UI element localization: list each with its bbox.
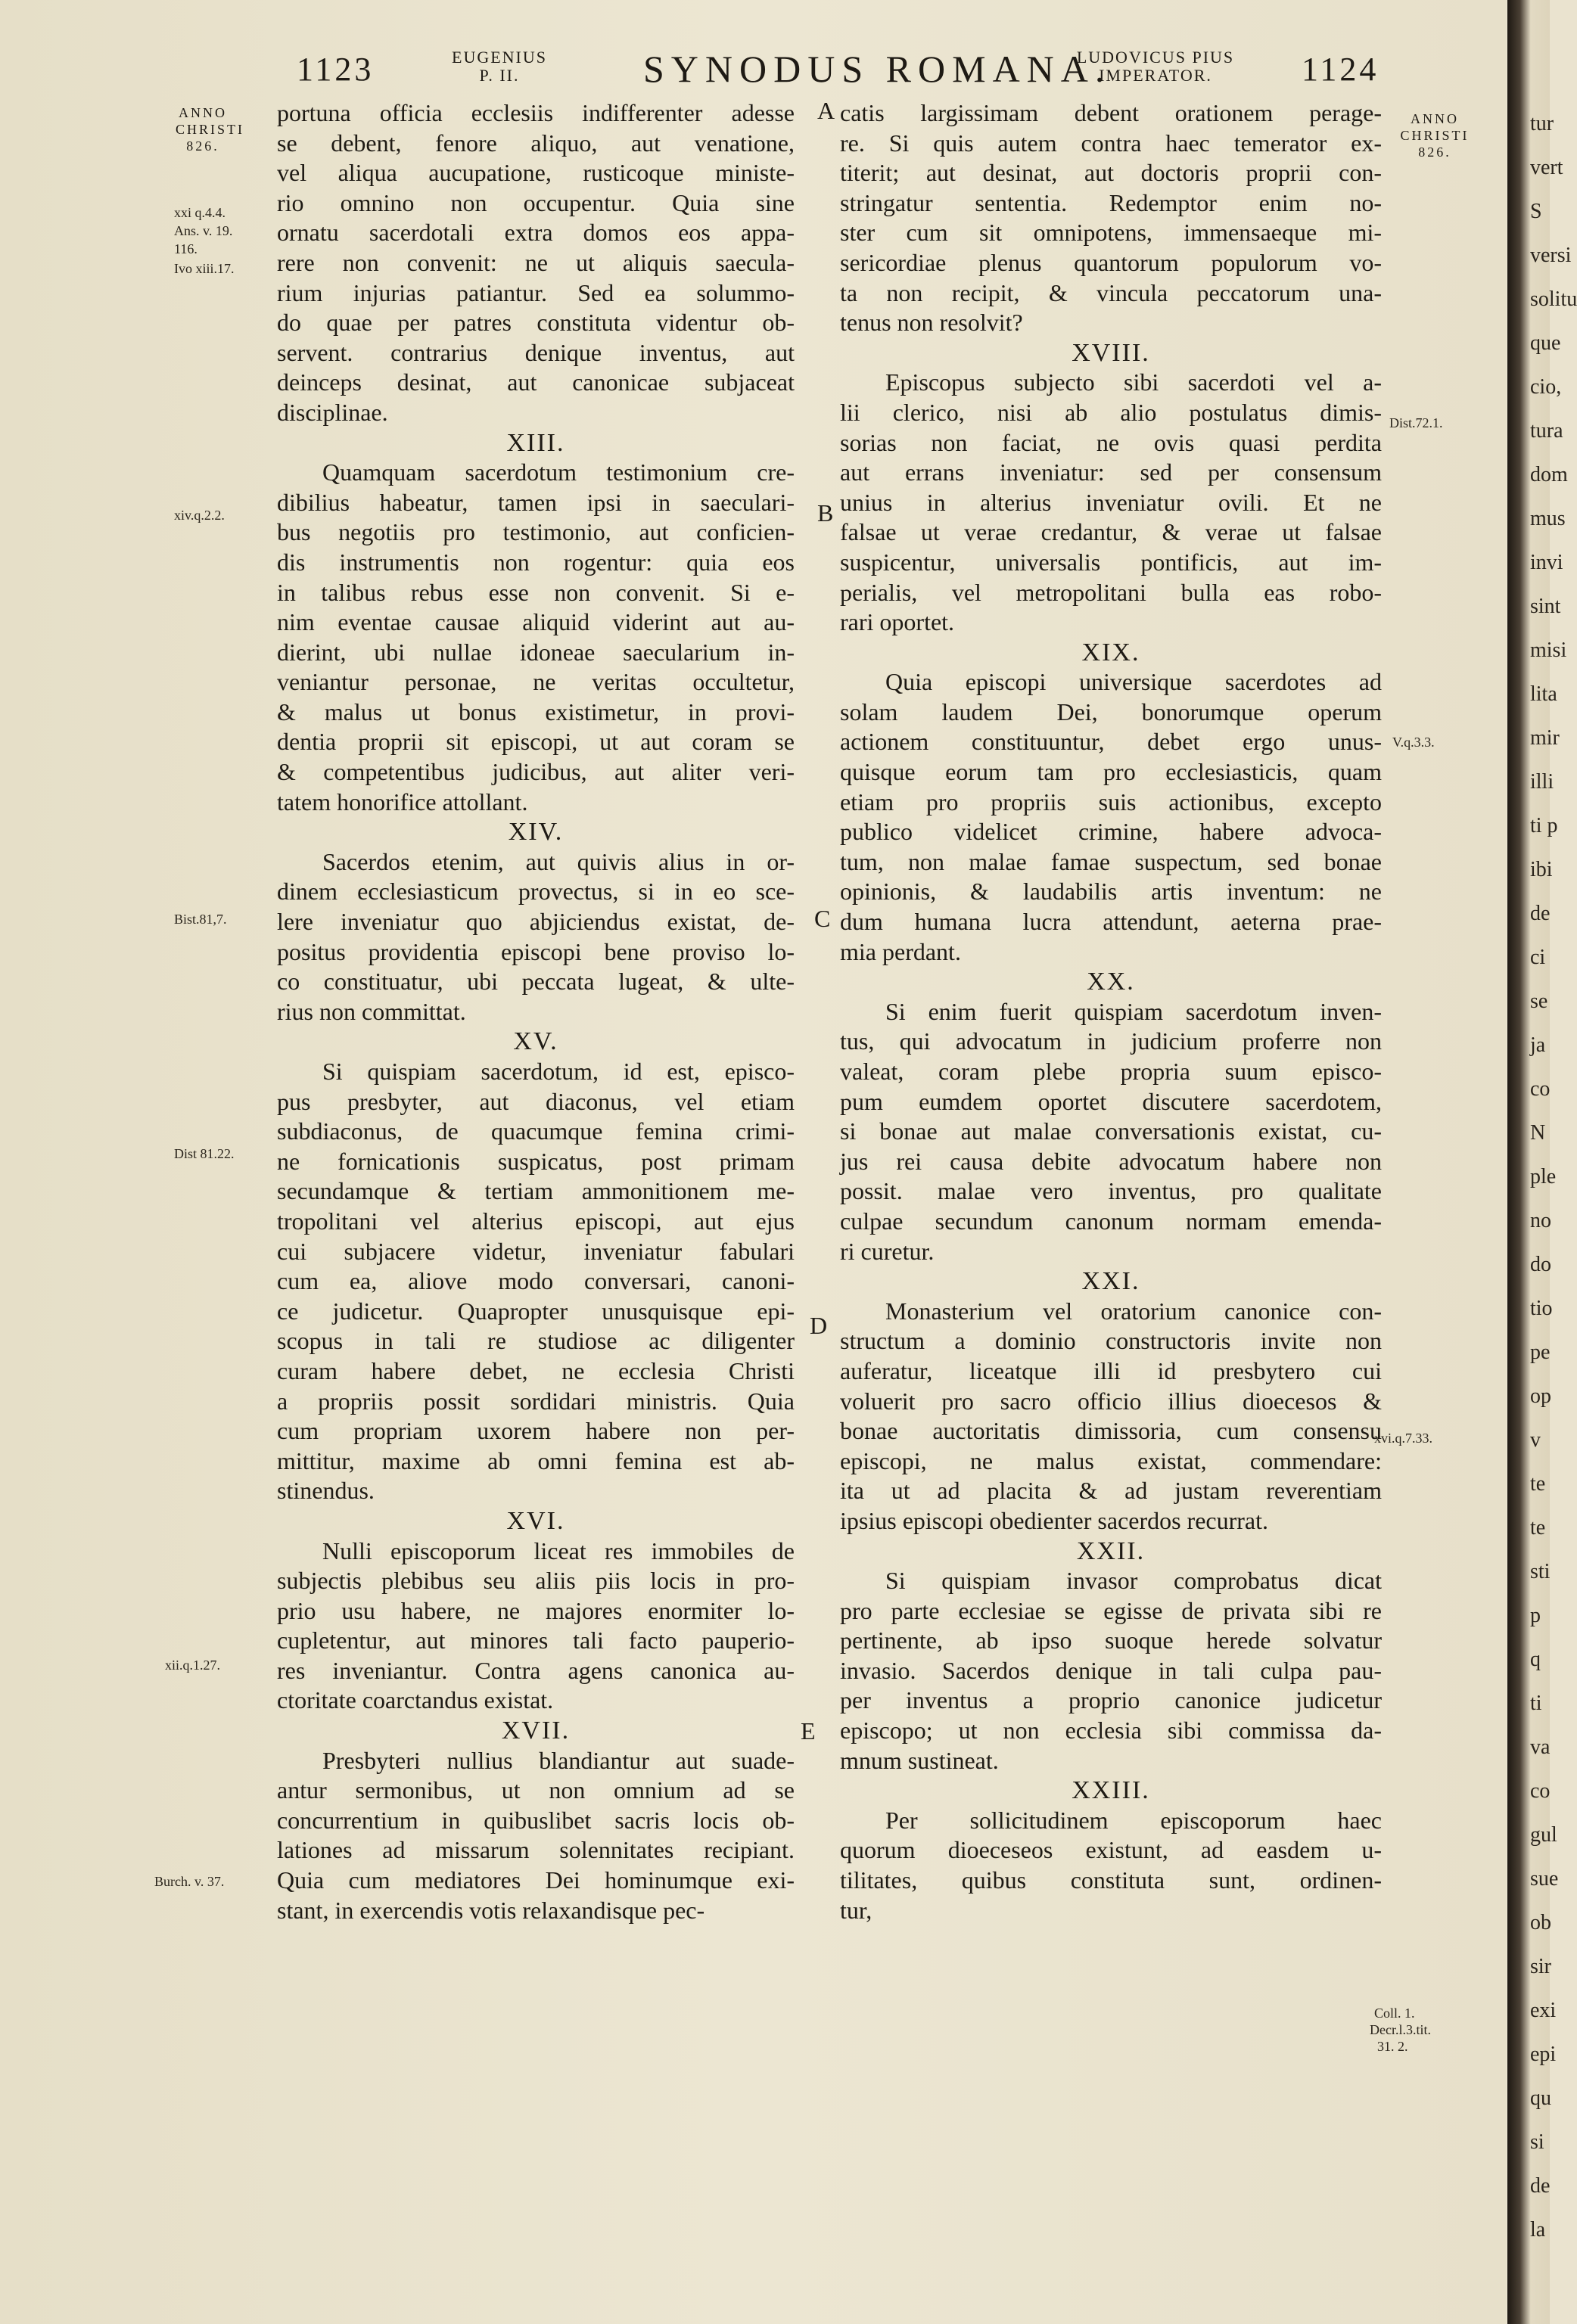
anno-right-l3: 826. <box>1418 144 1451 160</box>
text-line: a propriis possit sordidari ministris. Quia <box>277 1387 795 1415</box>
gutter-fragment: ple <box>1530 1165 1557 1188</box>
anno-left-l2: CHRISTI <box>176 122 245 137</box>
text-line: perialis, vel metropolitani bulla eas robo- <box>840 578 1382 606</box>
text-line: quisque eorum tam pro ecclesiasticis, quam <box>840 758 1382 786</box>
text-line: Si quispiam sacerdotum, id est, episco- <box>322 1058 795 1085</box>
text-line: titerit; aut desinat, aut doctoris proprii con- <box>840 159 1382 187</box>
text-line: aut errans inveniatur: sed per consensum <box>840 458 1382 486</box>
text-line: auferatur, liceatque illi id presbytero cui <box>840 1356 1382 1384</box>
text-line: catis largissimam debent orationem perage- <box>840 99 1382 126</box>
gutter-fragment: op <box>1530 1384 1551 1408</box>
margin-ref: Decr.l.3.tit. <box>1370 2022 1431 2037</box>
margin-ref: Burch. v. 37. <box>154 1874 225 1889</box>
section-heading: XV. <box>513 1027 558 1056</box>
margin-ref: xvi.q.7.33. <box>1374 1431 1433 1446</box>
margin-ref: Dist 81.22. <box>174 1146 235 1161</box>
text-line: & malus ut bonus existimetur, in provi- <box>277 698 795 725</box>
gutter-fragment: ti <box>1530 1692 1542 1715</box>
text-line: positus providentia episcopi bene proviso lo- <box>277 937 795 965</box>
text-line: prio usu habere, ne majores enormiter lo- <box>277 1596 795 1624</box>
gutter-fragment: co <box>1530 1077 1551 1101</box>
gutter-fragment: pe <box>1530 1341 1551 1364</box>
gutter-fragment: p <box>1530 1604 1541 1627</box>
section-heading: XXIII. <box>1072 1776 1150 1805</box>
page-number-left: 1123 <box>297 51 375 88</box>
text-line: etiam pro propriis suis actionibus, excepto <box>840 788 1382 816</box>
gutter-fragment: sir <box>1530 1955 1551 1978</box>
gutter-fragment: si <box>1530 2130 1544 2154</box>
text-line: veniantur personae, ne veritas occultetur, <box>277 668 795 696</box>
text-line: Episcopus subjecto sibi sacerdoti vel a- <box>885 368 1382 396</box>
gutter-fragment: la <box>1530 2218 1546 2242</box>
text-line: cui subjacere videtur, inveniatur fabulari <box>277 1237 795 1265</box>
gutter-fragment: te <box>1530 1472 1546 1496</box>
header-eugenius-line2: P. II. <box>479 66 520 85</box>
text-line: ipsius episcopi obedienter sacerdos recurrat. <box>840 1506 1269 1534</box>
gutter-fragment: exi <box>1530 1999 1557 2022</box>
section-heading: XIV. <box>508 818 564 847</box>
text-line: pertinente, ab ipso suoque herede solvatur <box>840 1626 1382 1654</box>
section-heading: XVIII. <box>1072 338 1150 367</box>
text-line: si bonae aut malae conversationis existat, cu- <box>840 1117 1382 1145</box>
anno-christi-right <box>1397 110 1473 160</box>
text-line: episcopo; ut non ecclesia sibi commissa da- <box>840 1717 1382 1745</box>
text-line: res inveniantur. Contra agens canonica au- <box>277 1656 795 1684</box>
text-line: dierint, ubi nullae idoneae saecularium in- <box>277 638 795 666</box>
text-line: quorum dioeceseos existunt, ad easdem u- <box>840 1836 1382 1864</box>
text-line: subdiaconus, de quacumque femina crimi- <box>277 1117 795 1145</box>
text-line: pus presbyter, aut diaconus, vel etiam <box>277 1087 795 1115</box>
text-line: episcopi, ne malus existat, commendare: <box>840 1446 1382 1474</box>
text-line: dentia proprii sit episcopi, ut aut coram se <box>277 728 795 756</box>
text-line: bonae auctoritatis dimissoria, cum consensu <box>840 1417 1382 1445</box>
gutter-fragment: co <box>1530 1779 1551 1803</box>
text-line: stringatur sententia. Redemptor enim no- <box>840 188 1382 216</box>
section-heading: XX. <box>1087 968 1135 996</box>
margin-ref: Ivo xiii.17. <box>174 261 235 276</box>
gutter-fragment: cio, <box>1530 375 1562 399</box>
text-line: dibilius habeatur, tamen ipsi in saeculari- <box>277 488 795 516</box>
page-number-right: 1124 <box>1302 51 1379 88</box>
text-line: Presbyteri nullius blandiantur aut suade- <box>322 1746 795 1774</box>
section-letter-c: C <box>814 905 831 932</box>
text-line: per inventus a proprio canonice judicetur <box>840 1686 1382 1714</box>
text-line: rius non committat. <box>277 997 466 1025</box>
text-line: ornatu sacerdotali extra domos eos appa- <box>277 219 795 247</box>
gutter-fragment: sue <box>1530 1867 1559 1891</box>
gutter-fragment: misi <box>1530 638 1567 662</box>
gutter-fragment: sti <box>1530 1560 1551 1583</box>
gutter-fragment: epi <box>1530 2043 1557 2066</box>
margin-ref: Dist.72.1. <box>1389 415 1443 430</box>
text-line: & competentibus judicibus, aut aliter veri- <box>277 758 795 786</box>
margin-ref: 31. 2. <box>1377 2039 1408 2054</box>
section-letter-a: A <box>817 97 835 124</box>
text-line: actionem constituuntur, debet ergo unus- <box>840 728 1382 756</box>
text-line: Quia cum mediatores Dei hominumque exi- <box>277 1866 795 1894</box>
gutter-fragment: vert <box>1530 156 1563 179</box>
text-line: tropolitani vel alterius episcopi, aut ejus <box>277 1207 795 1235</box>
text-line: servent. contrarius denique inventus, aut <box>277 338 795 366</box>
text-line: rere non convenit: ne ut aliquis saecula- <box>277 248 795 276</box>
text-line: subjectis plebibus seu aliis piis locis in pro- <box>277 1567 795 1595</box>
text-line: cum ea, aliove modo conversari, canoni- <box>277 1267 795 1295</box>
gutter-fragment: invi <box>1530 551 1563 574</box>
gutter-fragment: do <box>1530 1253 1551 1276</box>
text-line: Quamquam sacerdotum testimonium cre- <box>322 458 795 486</box>
text-line: ri curetur. <box>840 1237 935 1265</box>
margin-ref: xii.q.1.27. <box>165 1658 221 1673</box>
text-line: lere inveniatur quo abjiciendus existat, de- <box>277 908 795 936</box>
margin-ref: xxi q.4.4. <box>174 205 226 220</box>
gutter-fragment: tio <box>1530 1297 1553 1320</box>
text-line: tatem honorifice attollant. <box>277 788 528 816</box>
text-line: dis instrumentis non rogentur: quia eos <box>277 548 795 576</box>
gutter-fragment: tura <box>1530 419 1563 443</box>
gutter-fragment: mir <box>1530 726 1560 750</box>
gutter-fragment: tur <box>1530 112 1554 135</box>
text-line: voluerit pro sacro officio illius dioecesos & <box>840 1387 1382 1415</box>
gutter-fragment: sint <box>1530 595 1561 618</box>
text-line: invasio. Sacerdos denique in tali culpa pau- <box>840 1656 1382 1684</box>
text-line: jus rei causa debite advocatum habere non <box>840 1147 1382 1175</box>
section-letter-e: E <box>801 1717 816 1745</box>
gutter-fragment: va <box>1530 1735 1551 1759</box>
gutter-fragment: illi <box>1530 770 1554 794</box>
text-line: sorias non faciat, ne ovis quasi perdita <box>840 428 1382 456</box>
anno-right-l2: CHRISTI <box>1400 128 1470 143</box>
section-heading: XIII. <box>506 428 565 457</box>
anno-left-l3: 826. <box>186 138 219 154</box>
text-line: scopus in tali re studiose ac diligenter <box>277 1327 795 1355</box>
gutter-fragment: versi <box>1530 244 1572 267</box>
text-line: opinionis, & laudabilis artis inventum: ne <box>840 878 1382 906</box>
text-line: tus, qui advocatum in judicium proferre non <box>840 1027 1382 1055</box>
anno-right-l1: ANNO <box>1411 111 1459 126</box>
text-column-left <box>277 98 795 1925</box>
text-line: Sacerdos etenim, aut quivis alius in or- <box>322 847 795 875</box>
gutter-fragment: se <box>1530 990 1548 1013</box>
text-line: in talibus rebus esse non convenit. Si e- <box>277 578 795 606</box>
text-line: solam laudem Dei, bonorumque operum <box>840 698 1382 725</box>
gutter-fragment: N <box>1530 1121 1546 1145</box>
text-line: Si quispiam invasor comprobatus dicat <box>885 1567 1382 1595</box>
text-line: ctoritate coarctandus existat. <box>277 1686 554 1714</box>
header-ludovicus <box>1053 48 1258 85</box>
text-line: tur, <box>840 1896 872 1924</box>
text-line: tilitates, quibus constituta sunt, ordinen- <box>840 1866 1382 1894</box>
text-line: Per sollicitudinem episcoporum haec <box>885 1806 1382 1834</box>
gutter-fragment: S <box>1530 200 1542 223</box>
text-line: cupletentur, aut minores tali facto pauperio- <box>277 1626 795 1654</box>
text-line: deinceps desinat, aut canonicae subjaceat <box>277 368 795 396</box>
text-line: stant, in exercendis votis relaxandisque pec- <box>277 1896 705 1924</box>
text-line: structum a dominio constructoris invite non <box>840 1327 1382 1355</box>
gutter-fragment: ja <box>1530 1033 1546 1057</box>
gutter-fragment: qu <box>1530 2086 1551 2110</box>
gutter-fragment: que <box>1530 331 1561 355</box>
section-heading: XXII. <box>1076 1536 1146 1565</box>
gutter-fragment: ci <box>1530 946 1546 969</box>
text-line: re. Si quis autem contra haec temerator ex- <box>840 129 1382 157</box>
gutter-fragment: no <box>1530 1209 1551 1232</box>
text-line: tenus non resolvit? <box>840 309 1023 337</box>
header-eugenius <box>446 48 552 85</box>
gutter-fragment: te <box>1530 1516 1546 1539</box>
gutter-fragment: ti p <box>1530 814 1558 837</box>
text-line: stinendus. <box>277 1477 375 1505</box>
text-line: cum propriam uxorem habere non per- <box>277 1417 795 1445</box>
text-line: publico videlicet crimine, habere advoca- <box>840 818 1382 846</box>
text-line: pum eumdem oportet discutere sacerdotem, <box>840 1087 1382 1115</box>
gutter-fragment: lita <box>1530 682 1557 706</box>
text-line: mittitur, maxime ab omni femina est ab- <box>277 1446 795 1474</box>
text-line: Si enim fuerit quispiam sacerdotum inven- <box>885 997 1382 1025</box>
gutter-fragment: de <box>1530 902 1551 925</box>
text-line: pro parte ecclesiae se egisse de privata sibi re <box>840 1596 1382 1624</box>
text-line: rium injurias patiantur. Sed ea solummo- <box>277 278 795 306</box>
text-line: possit. malae vero inventus, pro qualitate <box>840 1177 1382 1205</box>
text-line: Monasterium vel oratorium canonice con- <box>885 1297 1382 1325</box>
text-line: Quia episcopi universique sacerdotes ad <box>885 668 1382 696</box>
margin-ref: xiv.q.2.2. <box>174 508 225 523</box>
text-line: bus negotiis pro testimonio, aut conficien- <box>277 518 795 546</box>
running-head-title: SYNODUS ROMANA. <box>643 48 1112 90</box>
text-line: tum, non malae famae suspectum, sed bonae <box>840 847 1382 875</box>
margin-ref: 116. <box>174 241 198 256</box>
text-line: Nulli episcoporum liceat res immobiles de <box>322 1536 795 1564</box>
gutter-fragment: v <box>1530 1428 1541 1452</box>
text-line: curam habere debet, ne ecclesia Christi <box>277 1356 795 1384</box>
margin-ref: Bist.81,7. <box>174 912 227 927</box>
text-line: dum humana lucra attendunt, aeterna prae- <box>840 908 1382 936</box>
text-line: dinem ecclesiasticum provectus, si in eo sce- <box>277 878 795 906</box>
text-line: ita ut ad placita & ad justam reverentiam <box>840 1477 1382 1505</box>
margin-ref: Ans. v. 19. <box>174 223 233 238</box>
text-line: falsae ut verae credantur, & verae ut falsae <box>840 518 1382 546</box>
anno-christi-left <box>176 104 245 154</box>
header-eugenius-line1: EUGENIUS <box>452 48 547 67</box>
text-line: concurrentium in quibuslibet sacris locis ob- <box>277 1806 795 1834</box>
gutter-fragment: q <box>1530 1648 1541 1671</box>
text-line: secundamque & tertiam ammonitionem me- <box>277 1177 795 1205</box>
margin-ref: Coll. 1. <box>1374 2006 1415 2021</box>
text-line: mnum sustineat. <box>840 1746 999 1774</box>
text-line: nim eventae causae aliquid viderint aut au- <box>277 608 795 636</box>
text-line: lationes ad missarum solennitates recipiant. <box>277 1836 795 1864</box>
section-heading: XIX. <box>1081 638 1140 666</box>
text-line: do quae per patres constituta videntur ob- <box>277 309 795 337</box>
header-ludovicus-line2: IMPERATOR. <box>1099 66 1212 85</box>
text-line: vel aliqua aucupatione, rusticoque ministe- <box>277 159 795 187</box>
book-gutter <box>1507 0 1577 2324</box>
text-line: co constituatur, ubi peccata lugeat, & ulte- <box>277 968 795 996</box>
text-line: rio omnino non occupentur. Quia sine <box>277 188 795 216</box>
text-line: antur sermonibus, ut non omnium ad se <box>277 1776 795 1804</box>
header-ludovicus-line1: LUDOVICUS PIUS <box>1076 48 1235 67</box>
text-line: portuna officia ecclesiis indifferenter adesse <box>277 99 795 126</box>
text-line: lii clerico, nisi ab alio postulatus dimis- <box>840 398 1382 426</box>
gutter-fragment: ob <box>1530 1911 1551 1934</box>
section-heading: XXI. <box>1081 1267 1140 1296</box>
text-line: ne fornicationis suspicatus, post primam <box>277 1147 795 1175</box>
text-line: disciplinae. <box>277 398 388 426</box>
text-line: ster cum sit omnipotens, immensaeque mi- <box>840 219 1382 247</box>
text-line: ta non recipit, & vincula peccatorum una- <box>840 278 1382 306</box>
text-line: culpae secundum canonum normam emenda- <box>840 1207 1382 1235</box>
text-column-right <box>840 98 1382 1925</box>
text-line: suspicentur, universalis pontificis, aut im- <box>840 548 1382 576</box>
text-line: se debent, fenore aliquo, aut venatione, <box>277 129 795 157</box>
text-line: valeat, coram plebe propria suum episco- <box>840 1058 1382 1085</box>
gutter-fragment: dom <box>1530 463 1568 486</box>
section-heading: XVII. <box>501 1717 571 1745</box>
section-heading: XVI. <box>506 1506 565 1535</box>
section-letter-b: B <box>817 499 834 527</box>
margin-ref: V.q.3.3. <box>1392 735 1435 750</box>
gutter-fragment: de <box>1530 2174 1551 2198</box>
gutter-fragment: mus <box>1530 507 1566 530</box>
text-line: mia perdant. <box>840 937 961 965</box>
gutter-fragment: gul <box>1530 1823 1557 1847</box>
text-line: unius in alterius inveniatur ovili. Et ne <box>840 488 1382 516</box>
text-line: ce judicetur. Quapropter unusquisque epi- <box>277 1297 795 1325</box>
anno-left-l1: ANNO <box>179 105 227 120</box>
gutter-fragment: solitu <box>1530 287 1577 311</box>
text-line: sericordiae plenus quantorum populorum vo- <box>840 248 1382 276</box>
gutter-fragment: ibi <box>1530 858 1553 881</box>
text-line: rari oportet. <box>840 608 955 636</box>
section-letter-d: D <box>810 1312 828 1339</box>
